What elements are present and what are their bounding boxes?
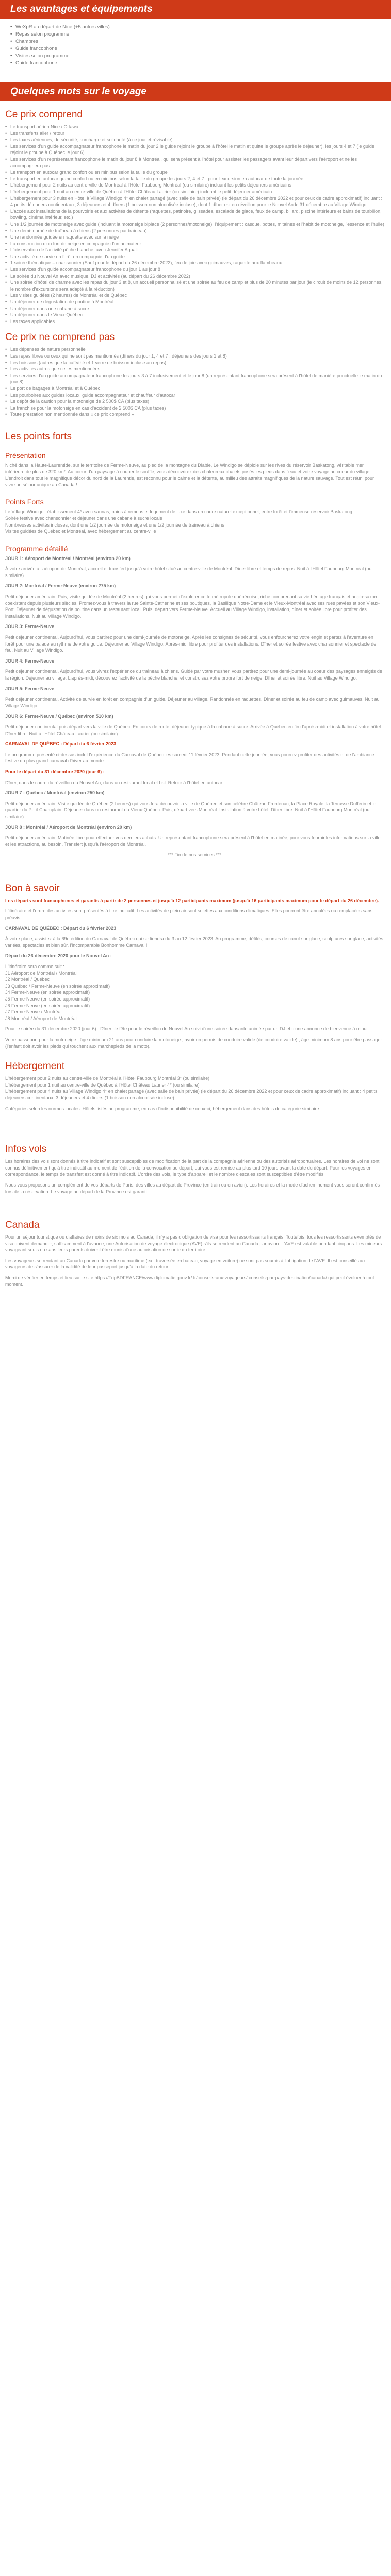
depart-item: J4 Ferme-Neuve (en soirée approximatif) bbox=[5, 990, 90, 995]
heading-presentation: Présentation bbox=[5, 451, 46, 460]
bon-savoir-title: Les départs sont francophones et garantis à partir de 2 personnes et jusqu'à 12 participants maximum (jusqu'à 16 participants maximum pour le départ du 26 décembre). bbox=[5, 897, 379, 903]
depart-item: J7 Ferme-Neuve / Montréal bbox=[5, 1009, 62, 1015]
include-item: • Les services d'un guide accompagnateur francophone le matin du jour 2 le guide rejoint le groupe à l'hôtel le matin et quitte le groupe après le déjeuner), les jours 4 et 7 (le guide rejoint le groupe à Québec le jour 6) bbox=[0, 143, 386, 156]
include-item: • L'hébergement pour 1 nuit au centre-ville de Québec à l'Hôtel Château Laurier (ou similaire) incluant le petit déjeuner américain bbox=[0, 189, 386, 195]
banner-advantages: Les avantages et équipements bbox=[0, 0, 391, 19]
depart-title: Départ du 26 décembre 2020 pour le Nouvel An : bbox=[5, 953, 112, 959]
programme-list bbox=[0, 555, 391, 737]
advantage-item: • Visites selon programme bbox=[0, 53, 391, 60]
advantages-list bbox=[0, 19, 391, 73]
include-item: • Un déjeuner dans une cabane à sucre bbox=[0, 306, 386, 312]
include-item: • L'observation de l'activité pêche blanche, avec Jennifer Aquali bbox=[0, 247, 386, 253]
jour8-title: JOUR 8 : Montréal / Aéroport de Montréal (environ 20 km) bbox=[5, 824, 132, 830]
heading-points-forts-2: Points Forts bbox=[5, 498, 44, 506]
carnaval-text: Le programme présenté ci-dessus inclut l'expérience du Carnaval de Québec les samedi 11 février 2023. Pendant cette journée, vous pourrez profiter des activités et de l'ambiance festive du plus grand carnaval d'hiver au monde. bbox=[5, 752, 374, 764]
heading-points-forts: Les points forts bbox=[5, 431, 72, 442]
programme-day-title: JOUR 3: Ferme-Neuve bbox=[5, 624, 55, 630]
banner-trip-words: Quelques mots sur le voyage bbox=[0, 82, 391, 101]
include-item: • Une demi-journée de traîneau à chiens (2 personnes par traîneau) bbox=[0, 228, 386, 234]
include-item: • Le transport en autocar grand confort ou en minibus selon la taille du groupe bbox=[0, 169, 386, 176]
depart-list bbox=[0, 963, 391, 1022]
points-forts-list bbox=[0, 509, 391, 534]
advantage-item: • Guide francophone bbox=[0, 60, 391, 67]
advantage-item: • Repas selon programme bbox=[0, 31, 391, 38]
programme-day-text: Petit déjeuner continental puis départ vers la ville de Québec. En cours de route, déjeuner typique à la cabane à sucre. Arrivée à Québec en fin d'après-midi et installation à votre hôtel. Dîner libre. Nuit à l'Hôtel Château Laurier (ou similaire). bbox=[5, 724, 382, 736]
carnaval-note: Pour le départ du 31 décembre 2020 (jour 6) : bbox=[5, 769, 105, 774]
end-of-services: *** Fin de nos services *** bbox=[168, 852, 221, 858]
heading-bon-savoir: Bon à savoir bbox=[5, 883, 60, 894]
exclude-item: • Les pourboires aux guides locaux, guide accompagnateur et chauffeur d'autocar bbox=[0, 392, 386, 399]
heading-price-includes: Ce prix comprend bbox=[5, 109, 83, 120]
programme-day-title: JOUR 4: Ferme-Neuve bbox=[5, 658, 55, 664]
bon-savoir-text: L'itinéraire et l'ordre des activités sont présentés à titre indicatif. Les activités de plein air sont sujettes aux conditions climatiques. Elles pourront être annulées ou remplacées sans préavis. bbox=[5, 908, 373, 921]
includes-list bbox=[0, 124, 391, 325]
jour7-text: Petit déjeuner américain. Visite guidée de Québec (2 heures) qui vous fera découvrir la ville de Québec et son célèbre Château Frontenac, la Place Royale, la Terrasse Dufferin et le quartier du Petit Champlain. Déjeuner dans un restaurant du Vieux-Québec. Puis, départ vers Montréal. Installation à votre hôtel. Dîner libre. Nuit à l'Hôtel Faubourg Montréal (ou similaire). bbox=[5, 801, 377, 819]
advantage-item: • Chambres bbox=[0, 38, 391, 45]
exclude-item: • Les dépenses de nature personnelle bbox=[0, 346, 386, 353]
hebergement-list bbox=[0, 1075, 391, 1101]
exclude-item: • Le port de bagages à Montréal et à Québec bbox=[0, 385, 386, 392]
heading-canada: Canada bbox=[5, 1219, 40, 1231]
depart-item: J1 Aéroport de Montréal / Montréal bbox=[5, 970, 77, 976]
include-item: • Un déjeuner dans le Vieux-Québec bbox=[0, 312, 386, 318]
exclude-item: • Les services d'un guide accompagnateur francophone les jours 3 à 7 inclusivement et le jour 8 (un représentant francophone sera présent à l'hôtel de manière ponctuelle le matin du jour 8) bbox=[0, 372, 386, 385]
include-item: • Le transport en autocar grand confort ou en minibus selon la taille du groupe les jours 2, 4 et 7 ; pour l'excursion en autocar de toute la journée bbox=[0, 176, 386, 182]
jour7-title: JOUR 7 : Québec / Montréal (environ 250 km) bbox=[5, 790, 105, 796]
programme-day-text: Petit déjeuner continental. Aujourd'hui, vous vivrez l'expérience du traîneau à chiens. Guidé par votre musher, vous partirez pour une demi-journée au coeur des paysages enneigés de la région. Déjeuner au village. L'après-midi, découvrez l'activité de la pêche blanche, et construisez votre propre fort de neige. Dîner et soirée libre. Nuit au Village Windigo. bbox=[5, 669, 382, 681]
heading-price-excludes: Ce prix ne comprend pas bbox=[5, 332, 115, 343]
include-item: • Un déjeuner de dégustation de poutine à Montréal bbox=[0, 299, 386, 306]
exclude-item: • Le dépôt de la caution pour la motoneige de 2 500$ CA (plus taxes) bbox=[0, 398, 386, 405]
infos-text-2: Nous vous proposons un complément de vos départs de Paris, des villes au départ de Province (en train ou en avion). Les horaires et la mode d'acheminement vous seront confirmés lors de la réservation. Le voyage au départ de la Province est garanti. bbox=[5, 1182, 380, 1194]
programme-day-title: JOUR 6: Ferme-Neuve / Québec (environ 510 km) bbox=[5, 714, 113, 719]
hebergement-item: L'hébergement pour 2 nuits au centre-ville de Montréal à l'Hôtel Faubourg Montréal 3* (ou similaire) bbox=[5, 1076, 210, 1081]
include-item: • Une randonnée guidée en raquette avec sur la neige bbox=[0, 234, 386, 241]
exclude-item: • Les activités autres que celles mentionnées bbox=[0, 366, 386, 372]
advantage-item: • WeXpR au départ de Nice (+5 autres villes) bbox=[0, 24, 391, 31]
include-item: • 1 soirée thématique – chansonnier (Sauf pour le départ du 26 décembre 2022), feu de joie avec guimauves, raquette aux flambeaux bbox=[0, 260, 386, 266]
jour8-text: Petit déjeuner américain. Matinée libre pour effectuer vos derniers achats. Un représentant francophone sera présent à l'hôtel en matinée, pour vous fournir les informations sur la ville et les attractions, au besoin. Transfert jusqu'à l'aéroport de Montréal. bbox=[5, 835, 381, 847]
carnaval2-heading: CARNAVAL DE QUÉBEC : Départ du 6 février 2023 bbox=[5, 925, 117, 931]
canada-text-3: Merci de vérifier en temps et lieu sur le site https://TripBDFRANCE/www.diplomatie.gouv.fr/ fr/conseils-aux-voyageurs/ conseils-par-pays-destination/canada/ qui peut évoluer à tout moment. bbox=[5, 1275, 374, 1287]
heading-programme: Programme détaillé bbox=[5, 544, 68, 553]
include-item: • Les services d'un représentant francophone le matin du jour 8 à Montréal, qui sera présent à l'hôtel pour assister les passagers avant leur départ vers l'aéroport et ne les accompagnera pas bbox=[0, 156, 386, 169]
heading-infos-vols: Infos vols bbox=[5, 1144, 47, 1155]
carnaval-heading: CARNAVAL DE QUÉBEC : Départ du 6 février 2023 bbox=[5, 741, 117, 747]
hebergement-item: L'hébergement pour 4 nuits au Village Windigo 4* en chalet partagé (avec salle de bain privée) (le départ du 26 décembre 2022 et pour ceux de cadre approximatif) incluant : 4 petits déjeuners continentaux, 3 déjeuners et 4 dîners (1 boisson non alcoolisée incluse). bbox=[5, 1089, 378, 1100]
canada-text: Pour un séjour touristique ou d'affaires de moins de six mois au Canada, il n'y a pas d'obligation de visa pour les ressortissants français. Toutefois, tous les ressortissants exemptés de visa doivent demander, suffisamment à l'avance, une Autorisation de voyage électronique (AVE) s'ils se rendent au Canada par avion. L'AVE est valable pendant cinq ans. Les mineurs voyageant seuls ou sans leurs parents doivent être munis d'une autorisation de sortie du territoire. bbox=[5, 1234, 382, 1253]
depart-item: J2 Montréal / Québec bbox=[5, 977, 50, 982]
hebergement-note: Catégories selon les normes locales. Hôtels listés au programme, en cas d'indisponibilité de ceux-ci, hébergement dans des hôtels de catégorie similaire. bbox=[5, 1106, 321, 1111]
programme-day-text: Petit déjeuner continental. Aujourd'hui, vous partirez pour une demi-journée de motoneige. Après les consignes de sécurité, vous enfourcherez votre engin et partez à l'aventure en forêt pour une balade au rythme de votre guide. Déjeuner au Village Windigo. Après-midi libre pour profiter des installations. Dîner et soirée festive avec chansonnier et spectacle de feu. Nuit au Village Windigo. bbox=[5, 635, 377, 653]
depart-item: J5 Ferme-Neuve (en soirée approximatif) bbox=[5, 996, 90, 1002]
include-item: • Les services d'un guide accompagnateur francophone du jour 1 au jour 8 bbox=[0, 266, 386, 273]
include-item: • L'accès aux installations de la pourvoirie et aux activités de détente (raquettes, patinoire, glissades, escalade de glace, feux de camp, billard, piscine intérieure et bains de tourbillon, bowling, cinéma intérieur, etc.) bbox=[0, 208, 386, 221]
include-item: • Une soirée d'hôtel de charme avec les repas du jour 3 et 8, un accueil personnalisé et une soirée au feu de camp et plus de 20 minutes par jour (le circuit de moins de 12 personnes, le nombre d'excursions sera adapté à la réduction) bbox=[0, 279, 386, 292]
exclude-item: • Toute prestation non mentionnée dans « ce prix comprend » bbox=[0, 411, 386, 418]
hebergement-item: L'hébergement pour 1 nuit au centre-ville de Québec à l'Hôtel Château Laurier 4* (ou similaire) bbox=[5, 1082, 200, 1088]
include-item: • Les transferts aller / retour bbox=[0, 130, 386, 137]
advantage-item: • Guide francophone bbox=[0, 45, 391, 53]
exclude-item: • Les repas libres ou ceux qui ne sont pas mentionnés (dîners du jour 1, 4 et 7 ; déjeuners des jours 1 et 8) bbox=[0, 353, 386, 360]
programme-day-text: Petit déjeuner américain. Puis, visite guidée de Montréal (2 heures) qui vous permet d'explorer cette métropole québécoise, riche comprenant sa vie héritage français et anglo-saxon coexistant depuis plusieurs siècles. Promez-vous à travers la rue Sainte-Catherine et ses boutiques, la Basilique Notre-Dame et le Vieux-Montréal avec ses rues pavées et son Vieux-Port. Déjeuner de dégustation de poutine dans un restaurant local. Puis, départ vers Ferme-Neuve. Accueil au Village Windigo, installation, dîner et soirée libre pour profiter des installations. Nuit au Village Windigo. bbox=[5, 594, 380, 619]
include-item: • Le transport aérien Nice / Ottawa bbox=[0, 124, 386, 130]
infos-text: Les horaires des vols sont donnés à titre indicatif et sont susceptibles de modification de la part de la compagnie aérienne ou des autorités aéroportuaires. Les horaires de vol ne sont connus définitivement qu'à titre indicatif au moment de l'édition de la convocation au départ, qui vous est remise au plus tard 10 jours avant la date du départ. Pour les voyages en correspondance, le temps de transfert est donné à titre indicatif. L'ordre des vols, le type d'appareil et le nombre d'escales sont susceptibles d'être modifiés. bbox=[5, 1159, 380, 1177]
depart-item: L'itinéraire sera comme suit : bbox=[5, 964, 64, 970]
include-item: • Les taxes applicables bbox=[0, 318, 386, 325]
include-item: • Les taxes aériennes, de sécurité, surcharge et solidarité (à ce jour et révisable) bbox=[0, 137, 386, 143]
include-item: • Les visites guidées (2 heures) de Montréal et de Québec bbox=[0, 292, 386, 299]
include-item: • Une 1/2 journée de motoneige avec guide (incluant la motoneige biplace (2 personnes/motoneige), l'équipement : casque, bottes, mitaines et l'habit de motoneige, l'essence et l'huile) bbox=[0, 221, 386, 228]
excludes-list bbox=[0, 346, 391, 418]
exclude-item: • La franchise pour la motoneige en cas d'accident de 2 500$ CA (plus taxes) bbox=[0, 405, 386, 412]
include-item: • L'hébergement pour 3 nuits en Hôtel à Village Windigo 4* en chalet partagé (avec salle de bain privée) (le départ du 26 décembre 2022 et pour ceux de cadre approximatif) incluant : 4 petits déjeuners continentaux, 3 déjeuners et 4 dîners (1 boisson non alcoolisée incluse), dont 1 dîner est en réveillon pour le Nouvel An le 31 décembre au Village Windigo bbox=[0, 195, 386, 208]
canada-text-2: Les voyageurs se rendant au Canada par voie terrestre ou maritime (ex : traversée en bateau, voyage en voiture) ne sont pas soumis à l'obligation de l'AVE. Il est conseillé aux voyageurs de s'assurer de la validité de leur passeport jusqu'à la date du retour. bbox=[5, 1258, 366, 1270]
points-forts-item: Soirée festive avec chansonnier et déjeuner dans une cabane à sucre locale bbox=[5, 515, 162, 521]
heading-hebergement: Hébergement bbox=[5, 1061, 65, 1072]
depart-item: J8 Montréal / Aéroport de Montréal bbox=[5, 1015, 77, 1021]
carnaval-note-text: Dîner, dans le cadre du réveillon du Nouvel An, dans un restaurant local et bal. Retour à l'hôtel en autocar. bbox=[5, 779, 223, 785]
points-forts-item: Visites guidées de Québec et Montréal, avec hébergement au centre-ville bbox=[5, 529, 156, 534]
carnaval2-text: À votre place, assistez à la 69e édition du Carnaval de Québec qui se tiendra du 3 au 12 février 2023. Au programme, défilés, courses de canot sur glace, sculptures sur glace, activités variées, spectacles et bien sûr, l'incomparable Bonhomme Carnaval ! bbox=[5, 936, 383, 948]
points-forts-item: Nombreuses activités incluses, dont une 1/2 journée de motoneige et une 1/2 journée de traîneau à chiens bbox=[5, 522, 224, 528]
depart-item: J6 Ferme-Neuve (en soirée approximatif) bbox=[5, 1003, 90, 1008]
programme-day-text: À votre arrivée à l'aéroport de Montréal, accueil et transfert jusqu'à votre hôtel situé au centre-ville de Montréal. Dîner libre et temps de repos. Nuit à l'Hôtel Faubourg Montréal (ou similaire). bbox=[5, 566, 372, 578]
programme-day-title: JOUR 5: Ferme-Neuve bbox=[5, 686, 55, 691]
depart-text: Pour le soirée du 31 décembre 2020 (jour 6) : Dîner de fête pour le réveillon du Nouvel An suivi d'une soirée dansante animée par un DJ et d'une annonce de bienvenue à minuit. bbox=[5, 1026, 370, 1032]
programme-day-title: JOUR 2: Montréal / Ferme-Neuve (environ 275 km) bbox=[5, 583, 116, 589]
include-item: • Une activité de survie en forêt en compagnie d'un guide bbox=[0, 253, 386, 260]
include-item: • La construction d'un fort de neige en compagnie d'un animateur bbox=[0, 241, 386, 247]
programme-day-text: Petit déjeuner continental. Activité de survie en forêt en compagnie d'un guide. Déjeuner au village. Randonnée en raquettes. Dîner et soirée au feu de camp avec guimauves. Nuit au Village Windigo. bbox=[5, 697, 380, 708]
points-forts-item: Le Village Windigo : établissement 4* avec saunas, bains à remous et logement de luxe dans un cadre naturel exceptionnel, entre forêt et l'immense réservoir Baskatong bbox=[5, 509, 352, 515]
programme-day-title: JOUR 1: Aéroport de Montréal / Montréal (environ 20 km) bbox=[5, 555, 131, 561]
presentation-text: Niché dans la Haute-Laurentide, sur le territoire de Ferme-Neuve, au pied de la montagne du Diable, Le Windigo se déploie sur les rives du réservoir Baskatong, véritable mer intérieure de plus de 320 km². Au coeur d'un paysage à couper le souffle, vous découvrirez des chaleureux chalets posés les pieds dans l'eau et votre voyage au coeur du village. L'endroit dans tout le magnifique décor du nord de la Laurentie, est reconnu pour le calme et la détente, au milieu des attraits magnifiques de la nature sauvage. Tout est réuni pour vivre un séjour unique au Canada ! bbox=[5, 462, 374, 487]
exclude-item: • Les boissons (autres que la café/thé et 1 verre de boisson incluse au repas) bbox=[0, 360, 386, 366]
depart-item: J3 Québec / Ferme-Neuve (en soirée approximatif) bbox=[5, 983, 110, 989]
include-item: • La soirée du Nouvel An avec musique, DJ et activités (au départ du 26 décembre 2022) bbox=[0, 273, 386, 280]
passport-note: Votre passeport pour la motoneige : âge minimum 21 ans pour conduire la motoneige ; avoir un permis de conduire valide (de conduire valide) ; âge minimum 8 ans pour être passager (l'enfant doit avoir les pieds qui touchent aux marchepieds de la moto). bbox=[5, 1037, 382, 1049]
include-item: • L'hébergement pour 2 nuits au centre-ville de Montréal à l'Hôtel Faubourg Montréal (ou similaire) incluant les petits déjeuners américains bbox=[0, 182, 386, 189]
